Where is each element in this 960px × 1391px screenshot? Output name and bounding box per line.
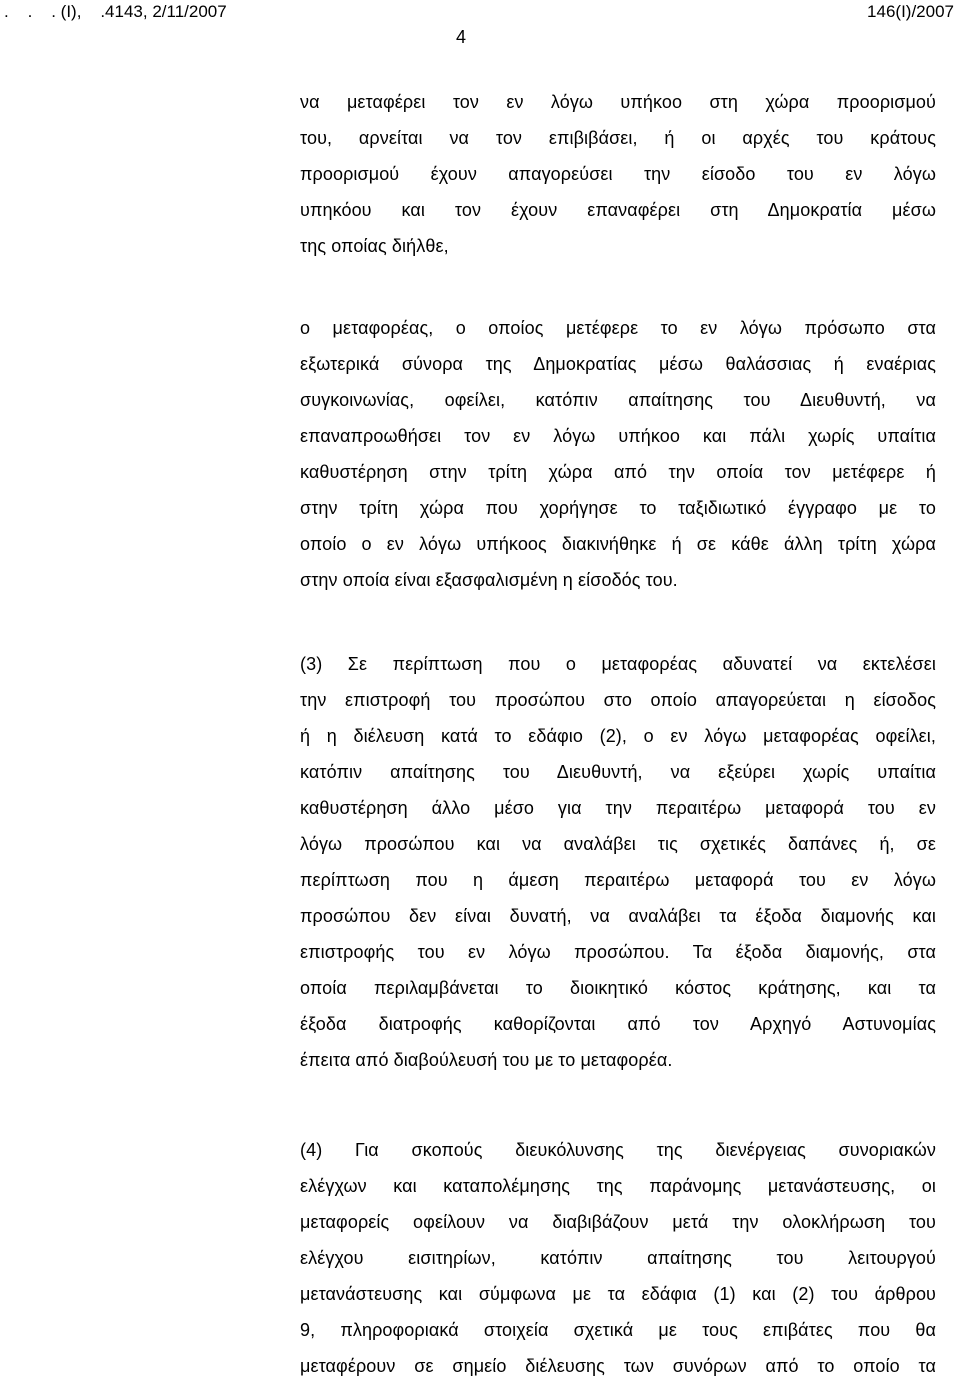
text-line: επιστροφής του εν λόγω προσώπου. Τα έξοδα διαμονής, στα bbox=[300, 942, 936, 962]
text-line: να μεταφέρει τον εν λόγω υπήκοο στη χώρα προορισμού bbox=[300, 92, 936, 112]
text-line: (4) Για σκοπούς διευκόλυνσης της διενέργειας συνοριακών bbox=[300, 1140, 936, 1160]
page-header bbox=[0, 0, 960, 24]
text-line: ή η διέλευση κατά το εδάφιο (2), ο εν λόγω μεταφορέας οφείλει, bbox=[300, 726, 936, 746]
paragraph-carrier-obligation bbox=[300, 310, 936, 598]
header-reference: . . . (Ι), .4143, 2/11/2007 bbox=[4, 2, 227, 21]
text-line: μετανάστευσης και σύμφωνα με τα εδάφια (1) και (2) του άρθρου bbox=[300, 1284, 936, 1304]
text-line: ο μεταφορέας, ο οποίος μετέφερε το εν λόγω πρόσωπο στα bbox=[300, 318, 936, 338]
text-line: στην τρίτη χώρα που χορήγησε το ταξιδιωτικό έγγραφο με το bbox=[300, 498, 936, 518]
text-line: καθυστέρηση άλλο μέσο για την περαιτέρω μεταφορά του εν bbox=[300, 798, 936, 818]
text-line: καθυστέρηση στην τρίτη χώρα από την οποία τον μετέφερε ή bbox=[300, 462, 936, 482]
text-line: ελέγχων και καταπολέμησης της παράνομης μετανάστευσης, οι bbox=[300, 1176, 936, 1196]
text-line: στην οποία είναι εξασφαλισμένη η είσοδός του. bbox=[300, 570, 678, 590]
text-line: υπηκόου και τον έχουν επαναφέρει στη Δημοκρατία μέσω bbox=[300, 200, 936, 220]
text-line: προορισμού έχουν απαγορεύσει την είσοδο του εν λόγω bbox=[300, 164, 936, 184]
text-line: 9, πληροφοριακά στοιχεία σχετικά με τους επιβάτες που θα bbox=[300, 1320, 936, 1340]
paragraph-subsection-3 bbox=[300, 646, 936, 1078]
text-line: επαναπροωθήσει τον εν λόγω υπήκοο και πάλι χωρίς υπαίτια bbox=[300, 426, 936, 446]
text-line: (3) Σε περίπτωση που ο μεταφορέας αδυνατεί να εκτελέσει bbox=[300, 654, 936, 674]
text-line: εξωτερικά σύνορα της Δημοκρατίας μέσω θαλάσσιας ή εναέριας bbox=[300, 354, 936, 374]
text-line: μεταφέρουν σε σημείο διέλευσης των συνόρων από το οποίο τα bbox=[300, 1356, 936, 1376]
text-line: συγκοινωνίας, οφείλει, κατόπιν απαίτησης του Διευθυντή, να bbox=[300, 390, 936, 410]
paragraph-subsection-4 bbox=[300, 1132, 936, 1384]
text-line: έπειτα από διαβούλευσή του με το μεταφορέα. bbox=[300, 1050, 673, 1070]
text-line: κατόπιν απαίτησης του Διευθυντή, να εξεύρει χωρίς υπαίτια bbox=[300, 762, 936, 782]
text-line: την επιστροφή του προσώπου στο οποίο απαγορεύεται η είσοδος bbox=[300, 690, 936, 710]
text-line: οποίο ο εν λόγω υπήκοος διακινήθηκε ή σε κάθε άλλη τρίτη χώρα bbox=[300, 534, 936, 554]
header-law-number: 146(Ι)/2007 bbox=[867, 2, 954, 21]
text-line: έξοδα διατροφής καθορίζονται από τον Αρχηγό Αστυνομίας bbox=[300, 1014, 936, 1034]
page-number: 4 bbox=[456, 27, 467, 47]
paragraph-continued bbox=[300, 84, 936, 264]
text-line: λόγω προσώπου και να αναλάβει τις σχετικές δαπάνες ή, σε bbox=[300, 834, 936, 854]
text-line: προσώπου δεν είναι δυνατή, να αναλάβει τα έξοδα διαμονής και bbox=[300, 906, 936, 926]
text-line: του, αρνείται να τον επιβιβάσει, ή οι αρχές του κράτους bbox=[300, 128, 936, 148]
text-line: οποία περιλαμβάνεται το διοικητικό κόστος κράτησης, και τα bbox=[300, 978, 936, 998]
text-line: της οποίας διήλθε, bbox=[300, 236, 449, 256]
text-line: περίπτωση που η άμεση περαιτέρω μεταφορά του εν λόγω bbox=[300, 870, 936, 890]
text-line: ελέγχου εισιτηρίων, κατόπιν απαίτησης του λειτουργού bbox=[300, 1248, 936, 1268]
text-line: μεταφορείς οφείλουν να διαβιβάζουν μετά την ολοκλήρωση του bbox=[300, 1212, 936, 1232]
